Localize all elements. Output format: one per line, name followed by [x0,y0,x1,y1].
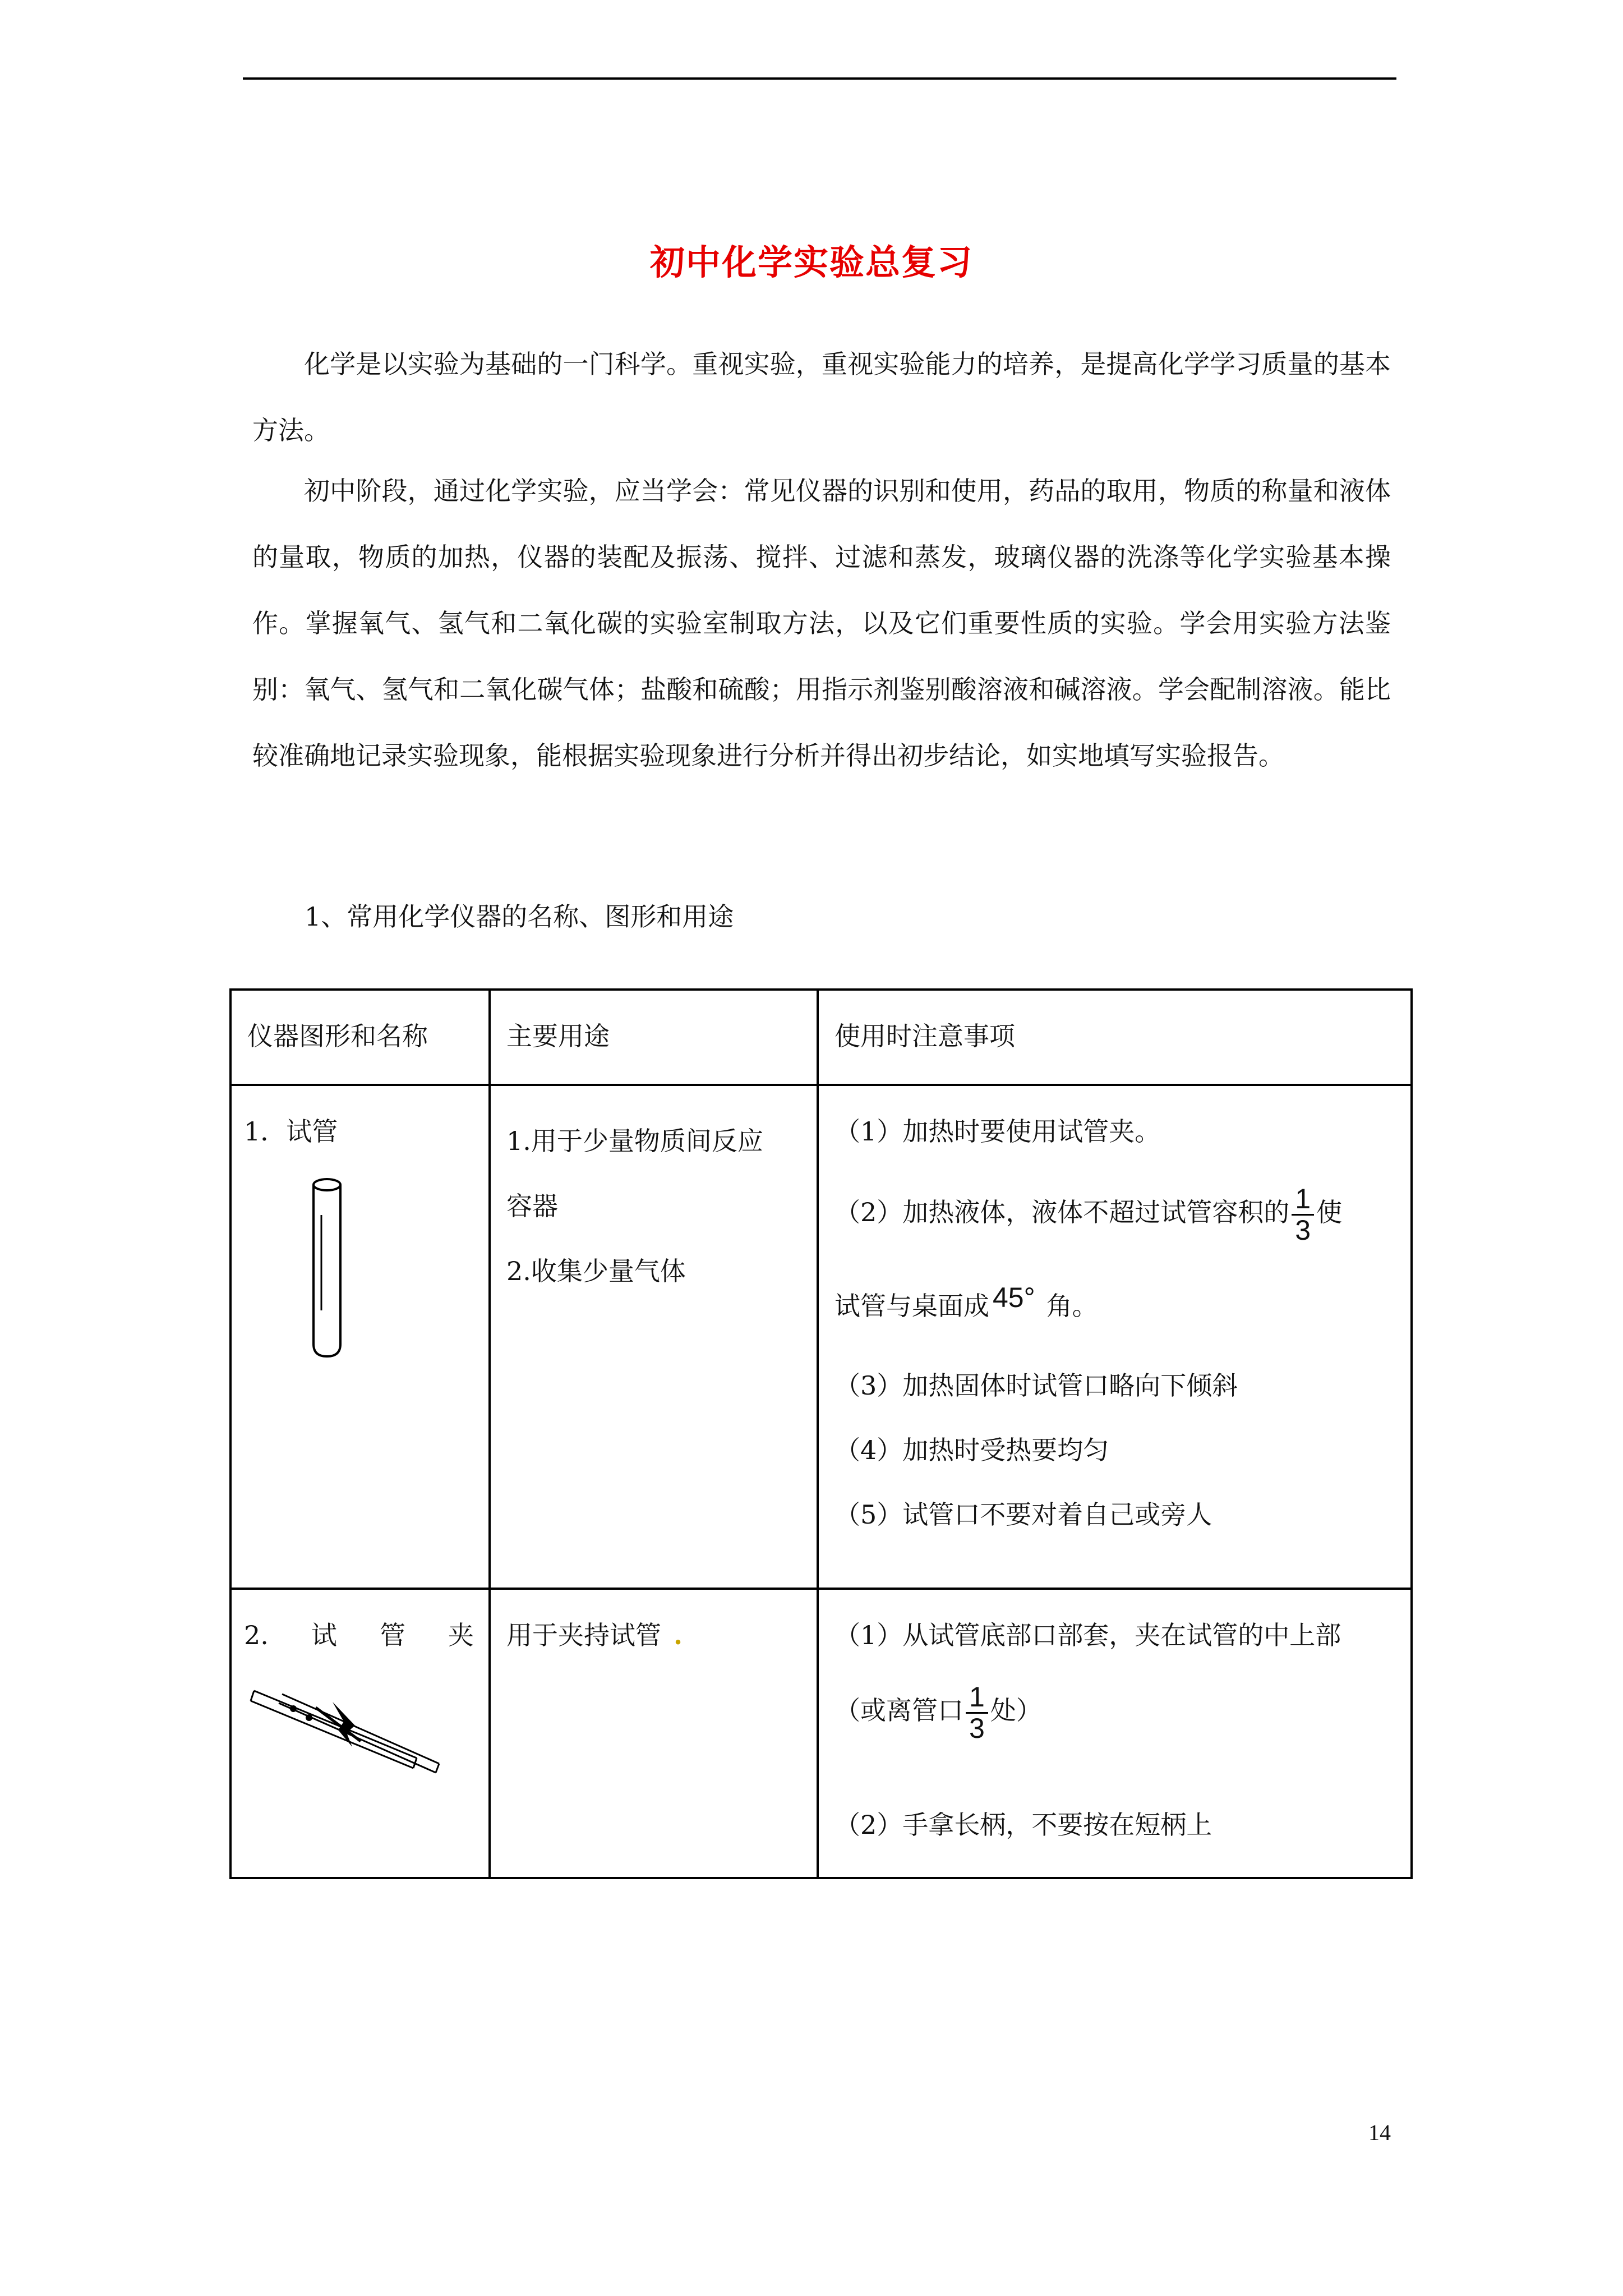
table-row [230,1085,1412,1589]
angle-value: 45° [993,1282,1035,1313]
header-label: 使用时注意事项 [834,1021,1015,1051]
use-line: 容器 [506,1191,558,1221]
requirements-paragraph: 初中阶段，通过化学实验，应当学会：常见仪器的识别和使用，药品的取用，物质的称量和液体的量取，物质的加热，仪器的装配及振荡、搅拌、过滤和蒸发，玻璃仪器的洗涤等化学实验基本操作。掌握氧气、氢气和二氧化碳的实验室制取方法，以及它们重要性质的实验。学会用实验方法鉴别：氧气、氢气和二氧化碳气体；盐酸和硫酸；用指示剂鉴别酸溶液和碱溶液。学会配制溶液。能比较准确地记录实验现象，能根据实验现象进行分析并得出初步结论，如实地填写实验报告。 [252,476,1391,771]
fraction-denominator: 3 [966,1712,988,1743]
test-tube-icon [305,1176,349,1361]
header-label: 主要用途 [506,1021,610,1051]
note-text: 处） [990,1695,1042,1726]
note-line: （3）加热固体时试管口略向下倾斜 [834,1370,1238,1401]
page-number: 14 [1368,2120,1391,2145]
fraction-denominator: 3 [1292,1214,1314,1245]
note-line [834,1280,1098,1323]
header-cell-name [230,990,490,1085]
note-text: 使 [1316,1197,1343,1227]
note-text: （或离管口 [834,1695,963,1726]
intro-paragraph: 化学是以实验为基础的一门科学。重视实验，重视实验能力的培养，是提高化学学习质量的基本方法。 [252,349,1391,445]
document-title: 初中化学实验总复习 [649,241,973,283]
note-line: （5）试管口不要对着自己或旁人 [834,1499,1212,1530]
use-mark: . [674,1620,683,1650]
section-heading: 1、常用化学仪器的名称、图形和用途 [305,901,734,932]
fraction [1292,1184,1314,1245]
note-text: 角。 [1046,1291,1098,1321]
name-part: 夹 [448,1620,474,1650]
test-tube-holder-icon [248,1674,450,1792]
instrument-notes-cell [818,1589,1412,1878]
note-text: 试管与桌面成 [834,1291,989,1321]
use-text: 用于夹持试管 [506,1620,661,1650]
use-line: 2.收集少量气体 [506,1256,686,1286]
use-line: 1.用于少量物质间反应 [506,1126,763,1156]
note-line: （1）从试管底部口部套，夹在试管的中上部 [834,1620,1341,1650]
table-row [230,1589,1412,1878]
instrument-name-cell [230,1589,490,1878]
instruments-table [229,988,1413,1879]
note-line: （1）加热时要使用试管夹。 [834,1116,1161,1147]
fraction [966,1682,988,1743]
instrument-name-cell [230,1085,490,1589]
fraction-numerator: 1 [969,1681,985,1713]
instrument-use-cell [490,1589,818,1878]
name-part: 试 [311,1620,337,1650]
instrument-name: 1．试管 [244,1116,338,1147]
header-cell-use [490,990,818,1085]
note-text: （2）加热液体，液体不超过试管容积的 [834,1197,1290,1227]
header-label: 仪器图形和名称 [247,1021,428,1051]
header-cell-notes [818,990,1412,1085]
note-line [834,1184,1342,1245]
instrument-name [244,1619,474,1653]
note-line: （4）加热时受热要均匀 [834,1435,1109,1465]
table-header-row [230,990,1412,1085]
header-rule [243,77,1396,80]
name-part: 管 [379,1620,405,1650]
note-line [834,1682,1042,1743]
instrument-notes-cell [818,1085,1412,1589]
use-line [506,1619,683,1653]
instrument-use-cell [490,1085,818,1589]
name-part: 2. [244,1620,269,1650]
fraction-numerator: 1 [1295,1183,1311,1214]
note-line: （2）手拿长柄，不要按在短柄上 [834,1810,1212,1840]
